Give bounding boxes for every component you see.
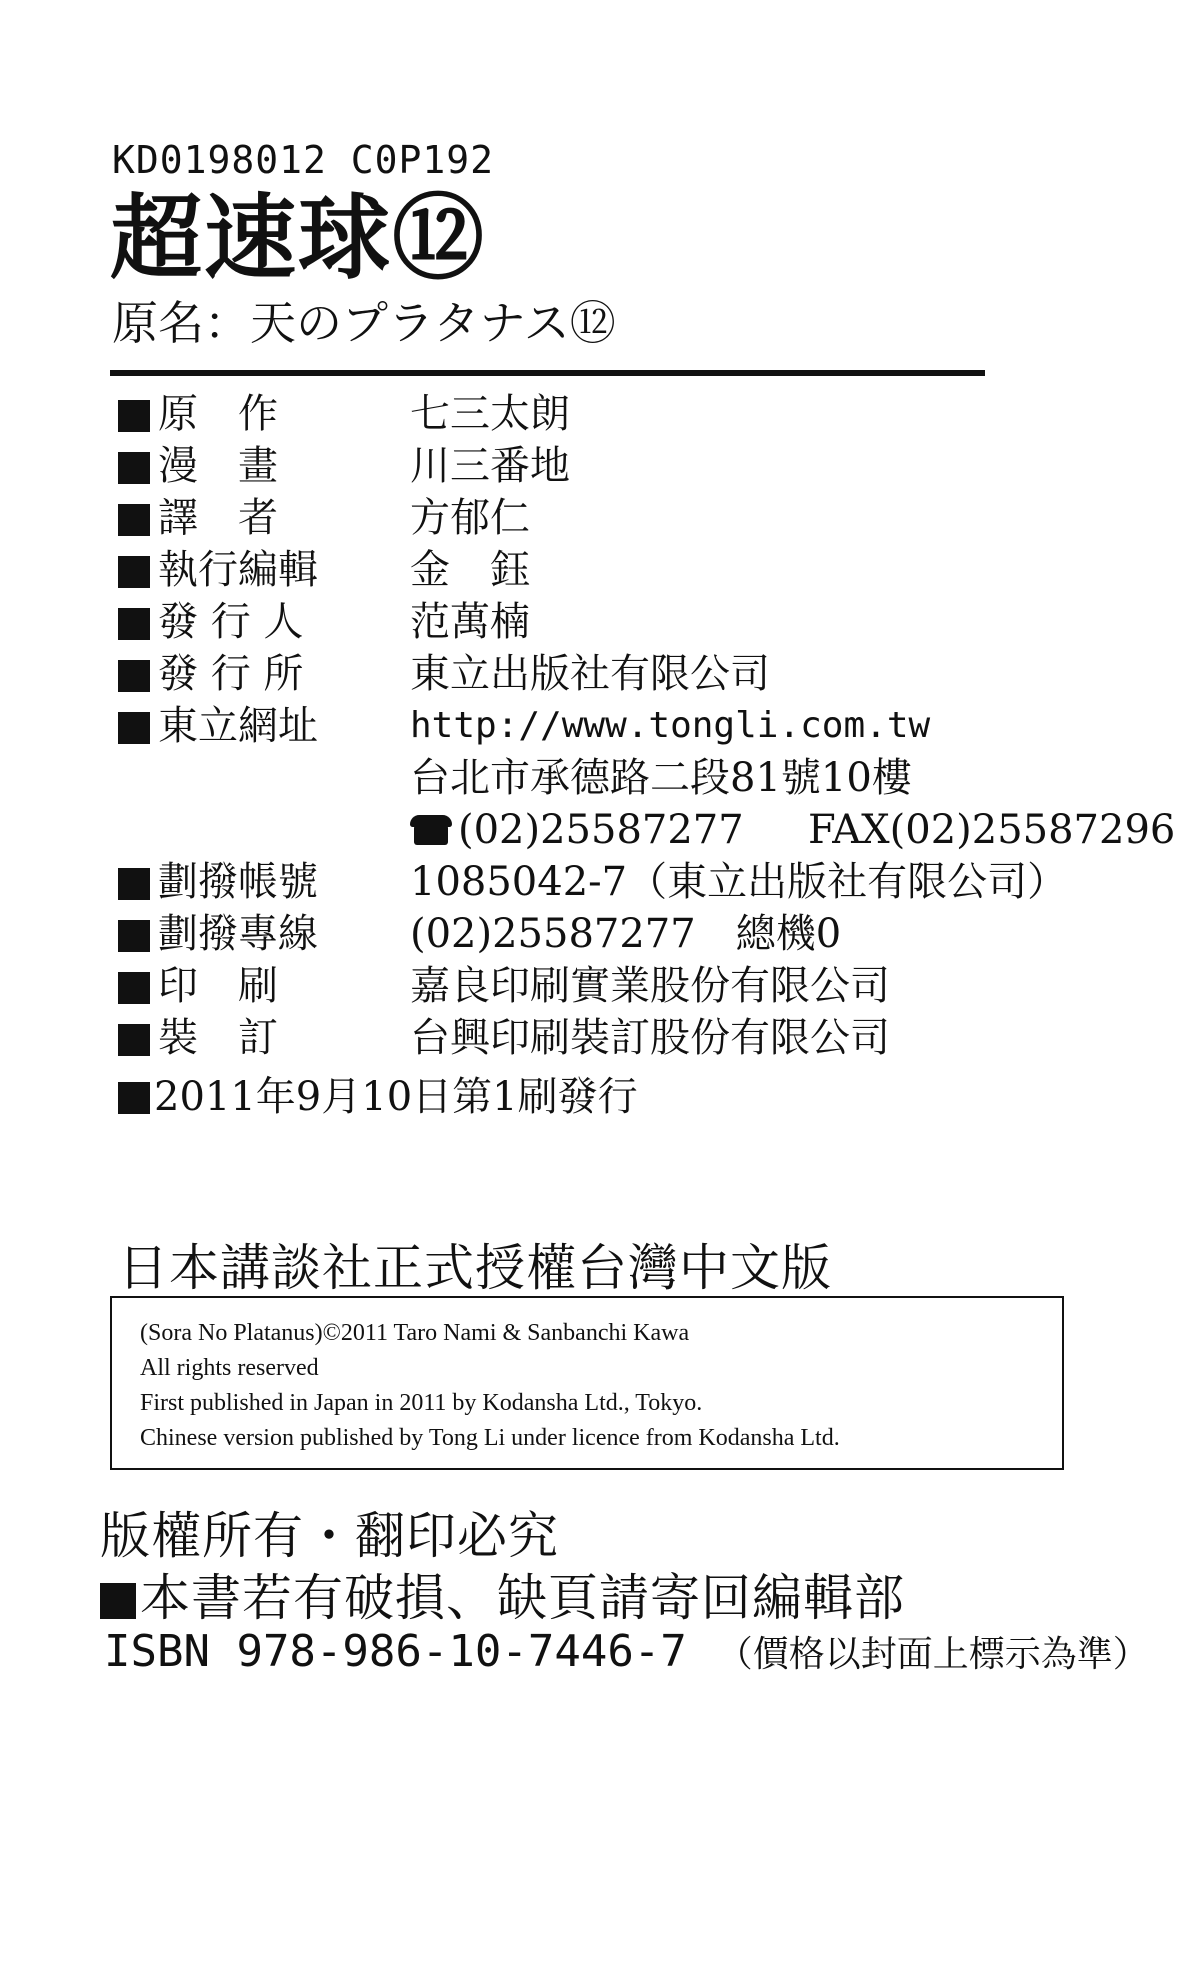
credit-value: 川三番地	[410, 443, 570, 489]
credit-value: 台興印刷裝訂股份有限公司	[410, 1015, 890, 1061]
credit-row-publisher	[118, 596, 1118, 648]
credit-row-translator	[118, 492, 1118, 544]
credit-value: (02)25587277 總機0	[410, 911, 842, 957]
credit-value: 嘉良印刷實業股份有限公司	[410, 963, 890, 1009]
bullet-square	[118, 868, 150, 900]
credits-list	[118, 388, 1176, 1064]
credit-label: 印 刷	[158, 963, 278, 1009]
isbn: ISBN 978-986-10-7446-7	[104, 1626, 687, 1677]
credit-label: 裝 訂	[158, 1015, 278, 1061]
bullet-square	[118, 1082, 150, 1114]
credit-value: 東立出版社有限公司	[410, 651, 770, 697]
copyright-line: (Sora No Platanus)©2011 Taro Nami & Sanbanchi Kawa	[140, 1320, 690, 1346]
phone-number: (02)25587277	[458, 807, 744, 853]
credit-label: 譯 者	[158, 495, 278, 541]
copyright-line: Chinese version published by Tong Li under licence from Kodansha Ltd.	[140, 1425, 840, 1451]
bullet-square	[100, 1583, 136, 1619]
bullet-square	[118, 452, 150, 484]
book-title: 超速球⑫	[110, 184, 487, 292]
credit-row-address	[118, 752, 1118, 804]
bullet-square	[118, 556, 150, 588]
credit-label: 劃撥專線	[158, 911, 318, 957]
credit-row-website	[118, 700, 1118, 752]
credit-label: 原 作	[158, 391, 278, 437]
credit-row-author	[118, 388, 1118, 440]
bullet-square	[118, 400, 150, 432]
credit-value: 范萬楠	[410, 599, 530, 645]
credit-row-artist	[118, 440, 1118, 492]
credit-label: 東立網址	[158, 703, 318, 749]
credit-label: 發 行 所	[158, 651, 304, 697]
divider-rule	[110, 370, 985, 376]
bullet-square	[118, 608, 150, 640]
address-text: 台北市承德路二段81號10樓	[410, 755, 912, 801]
bullet-square	[118, 504, 150, 536]
publication-date	[118, 1065, 638, 1122]
credit-value: 金 鈺	[410, 547, 530, 593]
credit-row-publishing-house	[118, 648, 1118, 700]
credit-row-editor	[118, 544, 1118, 596]
credit-label: 執行編輯	[158, 547, 318, 593]
credit-value: 方郁仁	[410, 495, 530, 541]
copyright-line: First published in Japan in 2011 by Kodansha Ltd., Tokyo.	[140, 1390, 703, 1416]
price-note: （價格以封面上標示為準）	[716, 1634, 1149, 1675]
licensed-notice: 日本講談社正式授權台灣中文版	[118, 1239, 832, 1297]
publication-date-text: 2011年9月10日第1刷發行	[154, 1074, 638, 1120]
credit-row-phone	[118, 804, 1176, 856]
bullet-square	[118, 1024, 150, 1056]
bullet-square	[118, 920, 150, 952]
credit-row-postal-account	[118, 856, 1118, 908]
credit-row-binding	[118, 1012, 1118, 1064]
credit-row-printing	[118, 960, 1118, 1012]
bullet-square	[118, 712, 150, 744]
damage-notice-text: 本書若有破損、缺頁請寄回編輯部	[140, 1569, 905, 1627]
credit-label: 發 行 人	[158, 599, 304, 645]
credit-label: 漫 畫	[158, 443, 278, 489]
credit-row-postal-line	[118, 908, 1118, 960]
copyright-line: All rights reserved	[140, 1355, 319, 1381]
book-code: KD0198012 C0P192	[112, 138, 495, 182]
rights-reserved: 版權所有・翻印必究	[100, 1507, 559, 1565]
fax-number: FAX(02)25587296	[808, 807, 1176, 853]
credit-value: 七三太朗	[410, 391, 570, 437]
bullet-square	[118, 660, 150, 692]
website-link[interactable]: http://www.tongli.com.tw	[410, 705, 931, 746]
credit-label: 劃撥帳號	[158, 859, 318, 905]
damage-notice	[100, 1558, 905, 1630]
phone-icon	[410, 815, 452, 845]
credit-value: 1085042-7（東立出版社有限公司）	[410, 859, 1068, 905]
bullet-square	[118, 972, 150, 1004]
original-title: 原名：天のプラタナス⑫	[112, 296, 616, 350]
phone-line	[410, 804, 744, 856]
isbn-line	[104, 1626, 1149, 1677]
copyright-box	[110, 1296, 1064, 1470]
